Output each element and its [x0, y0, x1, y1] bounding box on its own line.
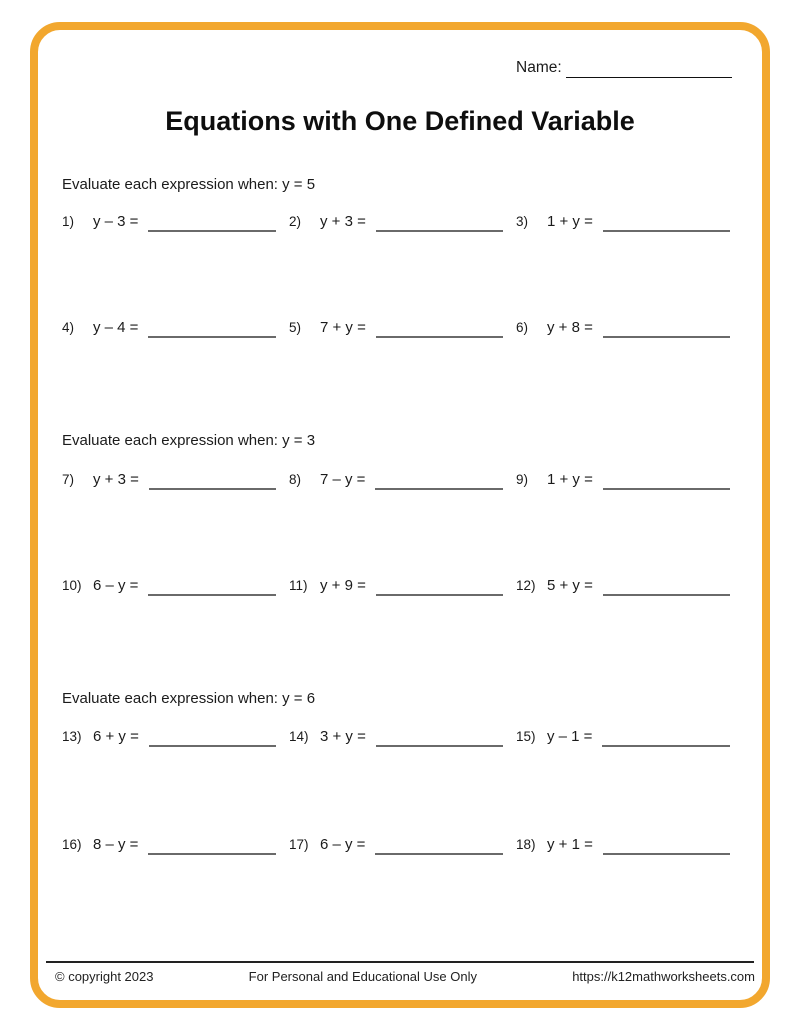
answer-blank[interactable]	[603, 485, 730, 490]
answer-blank[interactable]	[148, 591, 276, 596]
problem-expression: y – 4 =	[93, 319, 139, 336]
problem-number: 18)	[516, 837, 536, 852]
name-blank-line[interactable]	[566, 60, 732, 78]
answer-blank[interactable]	[603, 333, 730, 338]
problem-number: 4)	[62, 320, 75, 335]
footer-url[interactable]: https://k12mathworksheets.com	[572, 969, 755, 984]
answer-blank[interactable]	[603, 227, 730, 232]
section-3-instruction: Evaluate each expression when: y = 6	[62, 690, 316, 707]
answer-blank[interactable]	[375, 850, 503, 855]
problem-expression: y + 1 =	[547, 836, 593, 853]
problem-row-2	[62, 314, 730, 338]
problem-row-5	[62, 723, 730, 747]
answer-blank[interactable]	[376, 591, 503, 596]
name-label: Name:	[516, 59, 562, 76]
problem-expression: 1 + y =	[547, 471, 593, 488]
section-1-instruction: Evaluate each expression when: y = 5	[62, 176, 316, 193]
problem-13	[62, 723, 276, 747]
problem-number: 5)	[289, 320, 302, 335]
problem-17	[289, 831, 503, 855]
problem-row-4	[62, 572, 730, 596]
page-title: Equations with One Defined Variable	[165, 106, 635, 136]
problem-number: 7)	[62, 472, 75, 487]
problem-expression: 5 + y =	[547, 577, 593, 594]
answer-blank[interactable]	[148, 227, 276, 232]
footer	[55, 969, 755, 984]
answer-blank[interactable]	[148, 850, 276, 855]
problem-11	[289, 572, 503, 596]
decorative-border	[30, 22, 770, 1008]
problem-6	[516, 314, 730, 338]
problem-number: 14)	[289, 729, 309, 744]
problem-row-6	[62, 831, 730, 855]
problem-expression: 3 + y =	[320, 728, 366, 745]
problem-number: 3)	[516, 214, 529, 229]
answer-blank[interactable]	[602, 742, 730, 747]
problem-number: 6)	[516, 320, 529, 335]
problem-number: 12)	[516, 578, 536, 593]
answer-blank[interactable]	[376, 333, 503, 338]
problem-number: 9)	[516, 472, 529, 487]
answer-blank[interactable]	[603, 850, 730, 855]
problem-number: 10)	[62, 578, 82, 593]
problem-14	[289, 723, 503, 747]
problem-7	[62, 466, 276, 490]
problem-4	[62, 314, 276, 338]
problem-9	[516, 466, 730, 490]
problem-number: 11)	[289, 578, 308, 593]
problem-expression: y – 3 =	[93, 213, 139, 230]
problem-expression: 6 – y =	[320, 836, 366, 853]
problem-number: 17)	[289, 837, 309, 852]
footer-divider	[46, 961, 754, 963]
problem-expression: y + 8 =	[547, 319, 593, 336]
answer-blank[interactable]	[375, 485, 503, 490]
problem-number: 8)	[289, 472, 302, 487]
problem-expression: y + 3 =	[320, 213, 366, 230]
problem-expression: y – 1 =	[547, 728, 593, 745]
problem-number: 16)	[62, 837, 82, 852]
problem-10	[62, 572, 276, 596]
problem-expression: 1 + y =	[547, 213, 593, 230]
problem-expression: 6 + y =	[93, 728, 139, 745]
problem-12	[516, 572, 730, 596]
problem-expression: 7 + y =	[320, 319, 366, 336]
problem-16	[62, 831, 276, 855]
problem-5	[289, 314, 503, 338]
problem-expression: y + 3 =	[93, 471, 139, 488]
problem-expression: y + 9 =	[320, 577, 366, 594]
answer-blank[interactable]	[376, 742, 503, 747]
problem-number: 1)	[62, 214, 75, 229]
footer-copyright: © copyright 2023	[55, 969, 154, 984]
problem-3	[516, 208, 730, 232]
problem-8	[289, 466, 503, 490]
footer-usage: For Personal and Educational Use Only	[248, 969, 478, 984]
problem-number: 13)	[62, 729, 82, 744]
problem-row-3	[62, 466, 730, 490]
name-row	[516, 58, 732, 78]
problem-number: 2)	[289, 214, 302, 229]
problem-2	[289, 208, 503, 232]
problem-1	[62, 208, 276, 232]
problem-number: 15)	[516, 729, 536, 744]
answer-blank[interactable]	[148, 333, 276, 338]
answer-blank[interactable]	[149, 485, 276, 490]
problem-expression: 6 – y =	[93, 577, 139, 594]
section-2-instruction: Evaluate each expression when: y = 3	[62, 432, 316, 449]
problem-expression: 7 – y =	[320, 471, 366, 488]
answer-blank[interactable]	[603, 591, 730, 596]
problem-expression: 8 – y =	[93, 836, 139, 853]
answer-blank[interactable]	[149, 742, 276, 747]
problem-row-1	[62, 208, 730, 232]
answer-blank[interactable]	[376, 227, 503, 232]
problem-18	[516, 831, 730, 855]
problem-15	[516, 723, 730, 747]
